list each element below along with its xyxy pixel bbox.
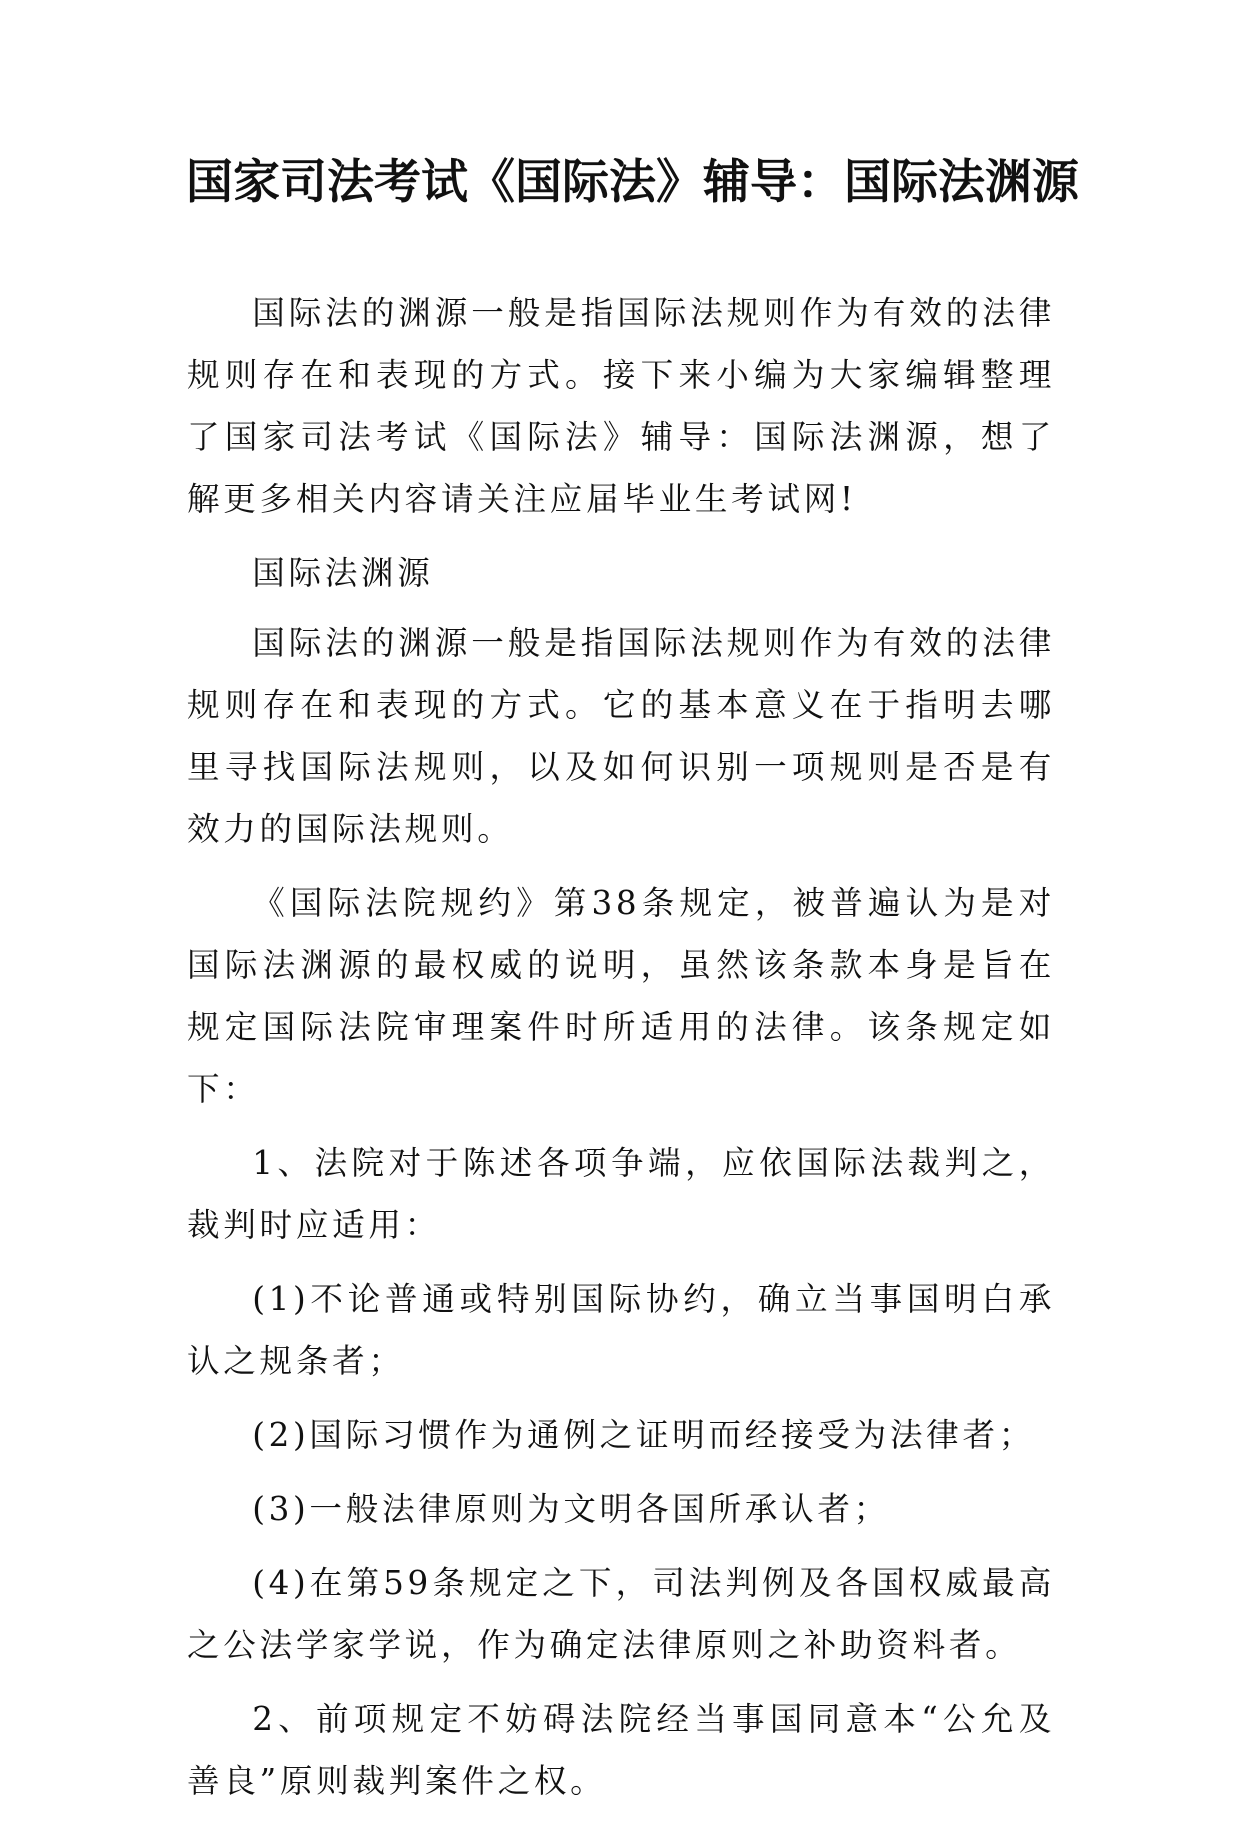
paragraph-clause-2: 2、前项规定不妨碍法院经当事国同意本“公允及善良”原则裁判案件之权。 <box>187 1700 1055 1800</box>
paragraph-statute-article-38: 《国际法院规约》第38条规定，被普遍认为是对国际法渊源的最权威的说明，虽然该条款本身是旨在规定国际法院审理案件时所适用的法律。该条规定如下： <box>187 884 1055 1108</box>
list-item-2: (2)国际习惯作为通例之证明而经接受为法律者； <box>252 1416 1035 1454</box>
paragraph-definition: 国际法的渊源一般是指国际法规则作为有效的法律规则存在和表现的方式。它的基本意义在于指明去哪里寻找国际法规则，以及如何识别一项规则是否是有效力的国际法规则。 <box>187 624 1055 848</box>
section-heading: 国际法渊源 <box>252 554 434 592</box>
document-body <box>187 282 1055 1824</box>
document-title: 国家司法考试《国际法》辅导：国际法渊源 <box>186 155 1079 210</box>
paragraph-clause-1: 1、法院对于陈述各项争端，应依国际法裁判之，裁判时应适用： <box>187 1144 1055 1244</box>
list-item-3: (3)一般法律原则为文明各国所承认者； <box>252 1490 890 1528</box>
list-item-4: (4)在第59条规定之下，司法判例及各国权威最高之公法学家学说，作为确定法律原则之补助资料者。 <box>187 1564 1055 1664</box>
list-item-1: (1)不论普通或特别国际协约，确立当事国明白承认之规条者； <box>187 1280 1055 1380</box>
paragraph-intro: 国际法的渊源一般是指国际法规则作为有效的法律规则存在和表现的方式。接下来小编为大家编辑整理了国家司法考试《国际法》辅导：国际法渊源，想了解更多相关内容请关注应届毕业生考试网! <box>187 294 1055 518</box>
